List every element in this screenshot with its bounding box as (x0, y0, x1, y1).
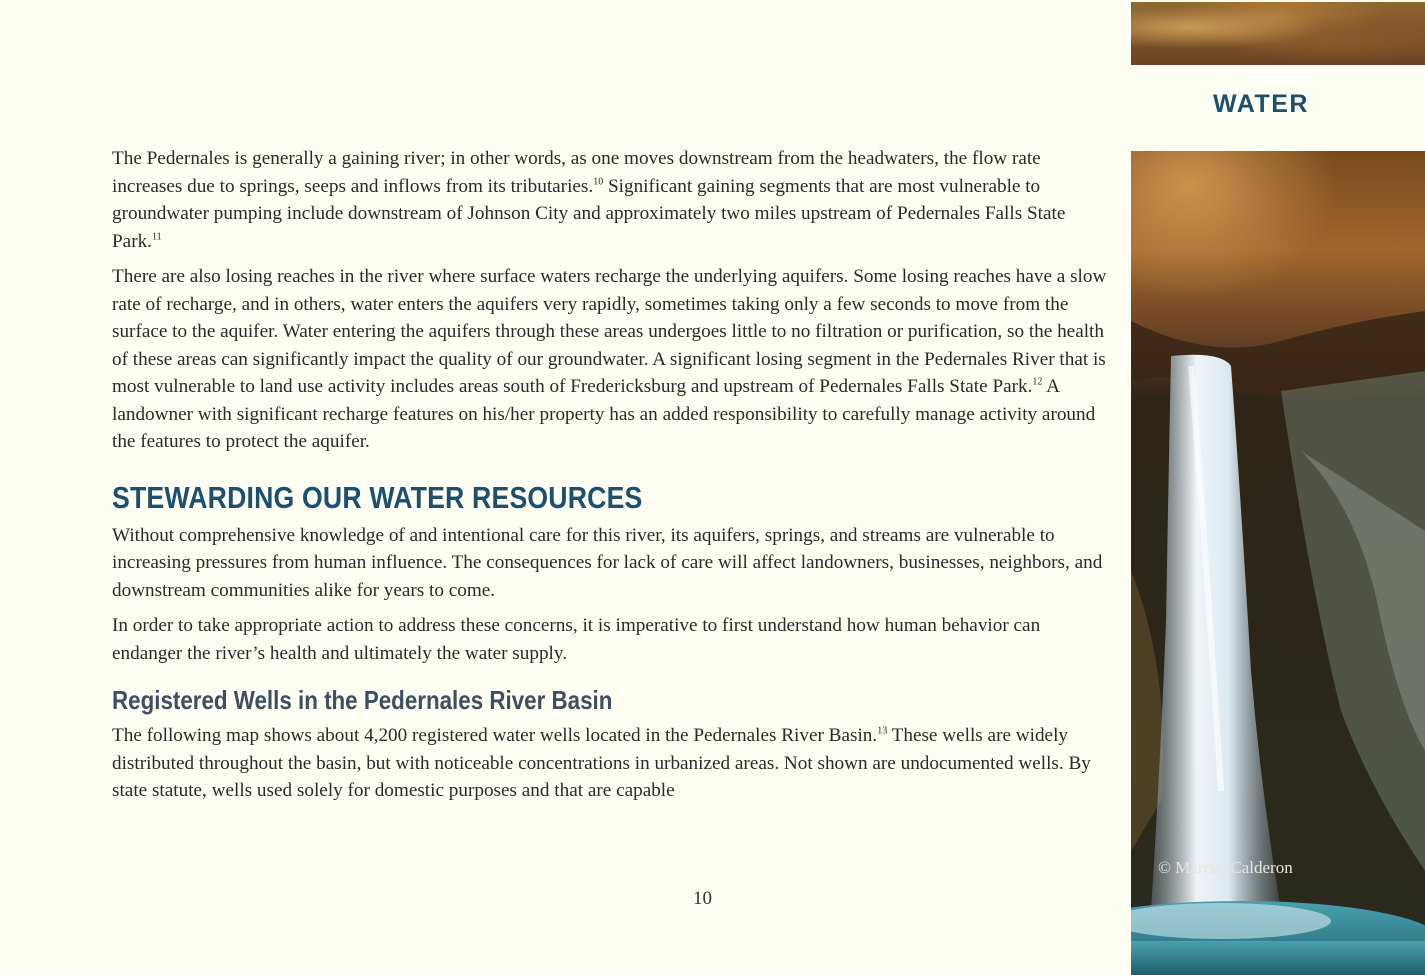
footnote-ref: 10 (593, 176, 604, 188)
paragraph-losing-reaches (112, 263, 1112, 456)
paragraph-text: A landowner with significant recharge features on his/her property has an added responsibility to carefully manage activity around the features to protect the aquifer. (112, 376, 1096, 452)
footnote-ref: 13 (877, 725, 888, 737)
sidebar-top-photo-strip (1131, 2, 1425, 65)
paragraph-stewarding: Without comprehensive knowledge of and intentional care for this river, its aquifers, springs, and streams are vulnerable to increasing pressures from human influence. The consequences for lack of care will affect landowners, businesses, neighbors, and downstream communities alike for years to come. (112, 524, 1103, 601)
sidebar-title: WATER (1213, 90, 1309, 118)
footnote-ref: 12 (1032, 376, 1043, 388)
paragraph-wells-map (112, 722, 1112, 805)
paragraph-text: These wells are widely distributed throughout the basin, but with noticeable concentrations in urbanized areas. Not shown are undocumented wells. By state statute, wells used solely for domestic purposes and that are capable (112, 725, 1091, 801)
paragraph-text: Significant gaining segments that are most vulnerable to groundwater pumping include downstream of Johnson City and approximately two miles upstream of Pedernales Falls State Park. (112, 175, 1066, 252)
paragraph-appropriate-action: In order to take appropriate action to address these concerns, it is imperative to first understand how human behavior can endanger the river’s health and ultimately the water supply. (112, 615, 1041, 664)
main-text-column (112, 145, 1112, 813)
paragraph-gaining-river (112, 145, 1112, 255)
section-heading: STEWARDING OUR WATER RESOURCES (112, 479, 643, 515)
waterfall-photo (1131, 151, 1425, 975)
footnote-ref: 11 (151, 231, 162, 243)
photo-credit: © Marcus Calderon (1158, 858, 1293, 877)
paragraph-text: There are also losing reaches in the river where surface waters recharge the underlying aquifers. Some losing reaches have a slow rate of recharge, and in others, water enters the aquifers very rapidly, sometimes taking only a few seconds to move from the surface to the aquifer. Water entering the aquifers through these areas undergoes little to no filtration or purification, so the health of these areas can significantly impact the quality of our groundwater. A significant losing segment in the Pedernales River that is most vulnerable to land use activity includes areas south of Fredericksburg and upstream of Pedernales Falls State Park. (112, 266, 1107, 397)
paragraph-text: The following map shows about 4,200 registered water wells located in the Pedernales River Basin. (112, 725, 878, 746)
subheading-registered-wells: Registered Wells in the Pedernales River Basin (112, 685, 613, 715)
paragraph-text: The Pedernales is generally a gaining river; in other words, as one moves downstream from the headwaters, the flow rate increases due to springs, seeps and inflows from its tributaries. (112, 148, 1041, 197)
page-number: 10 (693, 888, 712, 909)
